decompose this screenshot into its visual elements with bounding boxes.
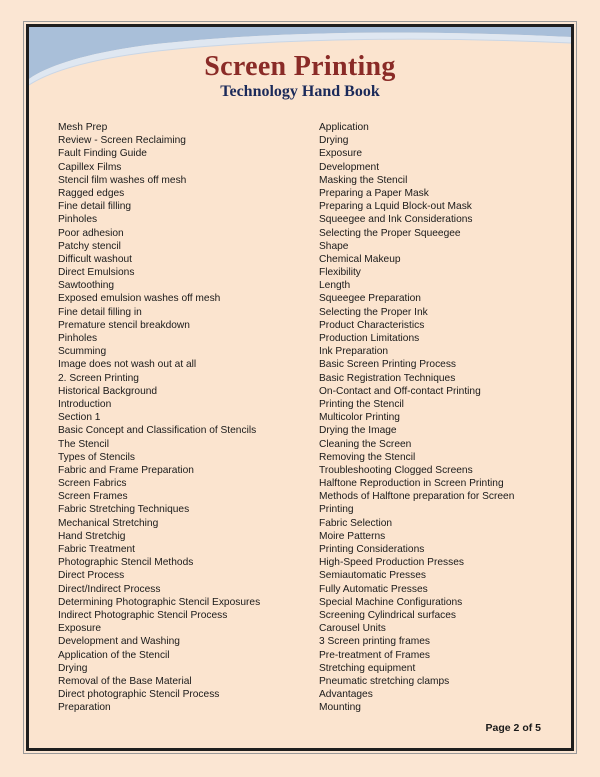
toc-entry: Advantages: [319, 689, 373, 701]
toc-entry: Fine detail filling in: [58, 306, 142, 318]
toc-entry: Carousel Units: [319, 623, 386, 635]
toc-entry: Printing Considerations: [319, 544, 425, 555]
toc-entry: Mesh Prep: [58, 122, 108, 133]
page-border-frame: [26, 24, 574, 751]
toc-entry: Basic Concept and Classification of Stencils: [58, 425, 257, 437]
toc-entry: Sawtoothing: [58, 280, 115, 292]
toc-entry: Exposure: [319, 148, 363, 160]
toc-entry: Printing: [319, 504, 354, 516]
toc-entry: On-Contact and Off-contact Printing: [319, 385, 481, 397]
toc-entry: Preparing a Paper Mask: [319, 187, 429, 199]
toc-entry: Premature stencil breakdown: [58, 319, 190, 331]
toc-entry: Chemical Makeup: [319, 253, 401, 265]
toc-entry: Removal of the Base Material: [58, 675, 192, 687]
toc-entry: The Stencil: [58, 438, 109, 450]
toc-entry: Poor adhesion: [58, 227, 124, 239]
toc-entry: Screening Cylindrical surfaces: [319, 609, 457, 621]
toc-entry: Shape: [319, 240, 349, 252]
toc-entry: Preparing a Lquid Block-out Mask: [319, 201, 472, 213]
toc-entry: Ink Preparation: [319, 346, 389, 358]
toc-entry: Section 1: [58, 412, 101, 424]
toc-entry: Production Limitations: [319, 333, 420, 344]
page-number: Page 2 of 5: [485, 722, 541, 734]
toc-entry: Drying: [319, 135, 349, 147]
toc-entry: Printing the Stencil: [319, 398, 404, 410]
toc-entry: Moire Patterns: [319, 530, 386, 542]
toc-entry: Application: [319, 122, 369, 133]
toc-entry: Direct photographic Stencil Process: [58, 689, 220, 701]
toc-entry: Types of Stencils: [58, 451, 136, 463]
toc-entry: Methods of Halftone preparation for Screen: [319, 491, 515, 503]
toc-entry: Hand Stretchig: [58, 530, 126, 542]
page-title: Screen Printing: [204, 51, 396, 82]
toc-entry: Direct Emulsions: [58, 267, 135, 279]
toc-entry: 2. Screen Printing: [58, 372, 139, 384]
toc-entry: Fabric Selection: [319, 517, 393, 529]
toc-entry: Ragged edges: [58, 187, 125, 199]
toc-entry: Historical Background: [58, 385, 158, 397]
toc-entry: Indirect Photographic Stencil Process: [58, 609, 228, 621]
toc-entry: Pinholes: [58, 333, 98, 344]
toc-entry: Screen Frames: [58, 491, 128, 503]
toc-entry: Halftone Reproduction in Screen Printing: [319, 478, 504, 490]
toc-entry: Exposed emulsion washes off mesh: [58, 293, 221, 305]
toc-entry: Photographic Stencil Methods: [58, 557, 194, 569]
toc-entry: Fabric Stretching Techniques: [58, 504, 190, 516]
toc-entry: Troubleshooting Clogged Screens: [319, 464, 473, 476]
toc-entry: Pre-treatment of Frames: [319, 649, 430, 661]
toc-entry: Squeegee Preparation: [319, 293, 421, 305]
toc-right-column: [319, 121, 514, 714]
toc-entry: Application of the Stencil: [58, 649, 170, 661]
toc-entry: Direct/Indirect Process: [58, 583, 161, 595]
toc-entry: Preparation: [58, 702, 111, 714]
toc-entry: Squeegee and Ink Considerations: [319, 214, 473, 226]
toc-entry: Removing the Stencil: [319, 451, 416, 463]
toc-entry: Masking the Stencil: [319, 174, 408, 186]
toc-entry: Basic Registration Techniques: [319, 372, 456, 384]
toc-entry: Drying: [58, 662, 88, 674]
toc-entry: Patchy stencil: [58, 240, 121, 252]
toc-entry: Special Machine Configurations: [319, 596, 463, 608]
toc-entry: Multicolor Printing: [319, 412, 400, 424]
toc-entry: Mechanical Stretching: [58, 517, 159, 529]
toc-entry: Direct Process: [58, 570, 125, 582]
toc-entry: High-Speed Production Presses: [319, 557, 464, 569]
toc-entry: Review - Screen Reclaiming: [58, 135, 186, 147]
toc-entry: 3 Screen printing frames: [319, 636, 430, 648]
toc-entry: Semiautomatic Presses: [319, 570, 427, 582]
toc-entry: Introduction: [58, 398, 112, 410]
toc-entry: Drying the Image: [319, 425, 397, 437]
toc-entry: Image does not wash out at all: [58, 359, 197, 371]
toc-left-column: [58, 121, 260, 714]
toc-entry: Fabric Treatment: [58, 544, 135, 555]
toc-entry: Product Characteristics: [319, 319, 425, 331]
toc-entry: Development: [319, 161, 380, 173]
toc-entry: Stencil film washes off mesh: [58, 174, 187, 186]
toc-entry: Fault Finding Guide: [58, 148, 147, 160]
toc-entry: Flexibility: [319, 267, 361, 279]
toc-entry: Exposure: [58, 623, 102, 635]
toc-entry: Length: [319, 280, 351, 292]
toc-entry: Pinholes: [58, 214, 98, 226]
toc-entry: Scumming: [58, 346, 107, 358]
toc-entry: Fine detail filling: [58, 201, 132, 213]
toc-entry: Pneumatic stretching clamps: [319, 675, 450, 687]
toc-entry: Screen Fabrics: [58, 478, 127, 490]
toc-entry: Capillex Films: [58, 161, 122, 173]
page-subtitle: Technology Hand Book: [220, 83, 380, 100]
toc-entry: Mounting: [319, 702, 361, 714]
toc-entry: Difficult washout: [58, 253, 132, 265]
toc-entry: Selecting the Proper Ink: [319, 306, 428, 318]
toc-entry: Fully Automatic Presses: [319, 583, 428, 595]
toc-entry: Determining Photographic Stencil Exposures: [58, 596, 261, 608]
toc-entry: Basic Screen Printing Process: [319, 359, 457, 371]
toc-entry: Cleaning the Screen: [319, 438, 412, 450]
toc-entry: Fabric and Frame Preparation: [58, 464, 194, 476]
toc-entry: Selecting the Proper Squeegee: [319, 227, 461, 239]
toc-entry: Development and Washing: [58, 636, 180, 648]
toc-entry: Stretching equipment: [319, 662, 416, 674]
